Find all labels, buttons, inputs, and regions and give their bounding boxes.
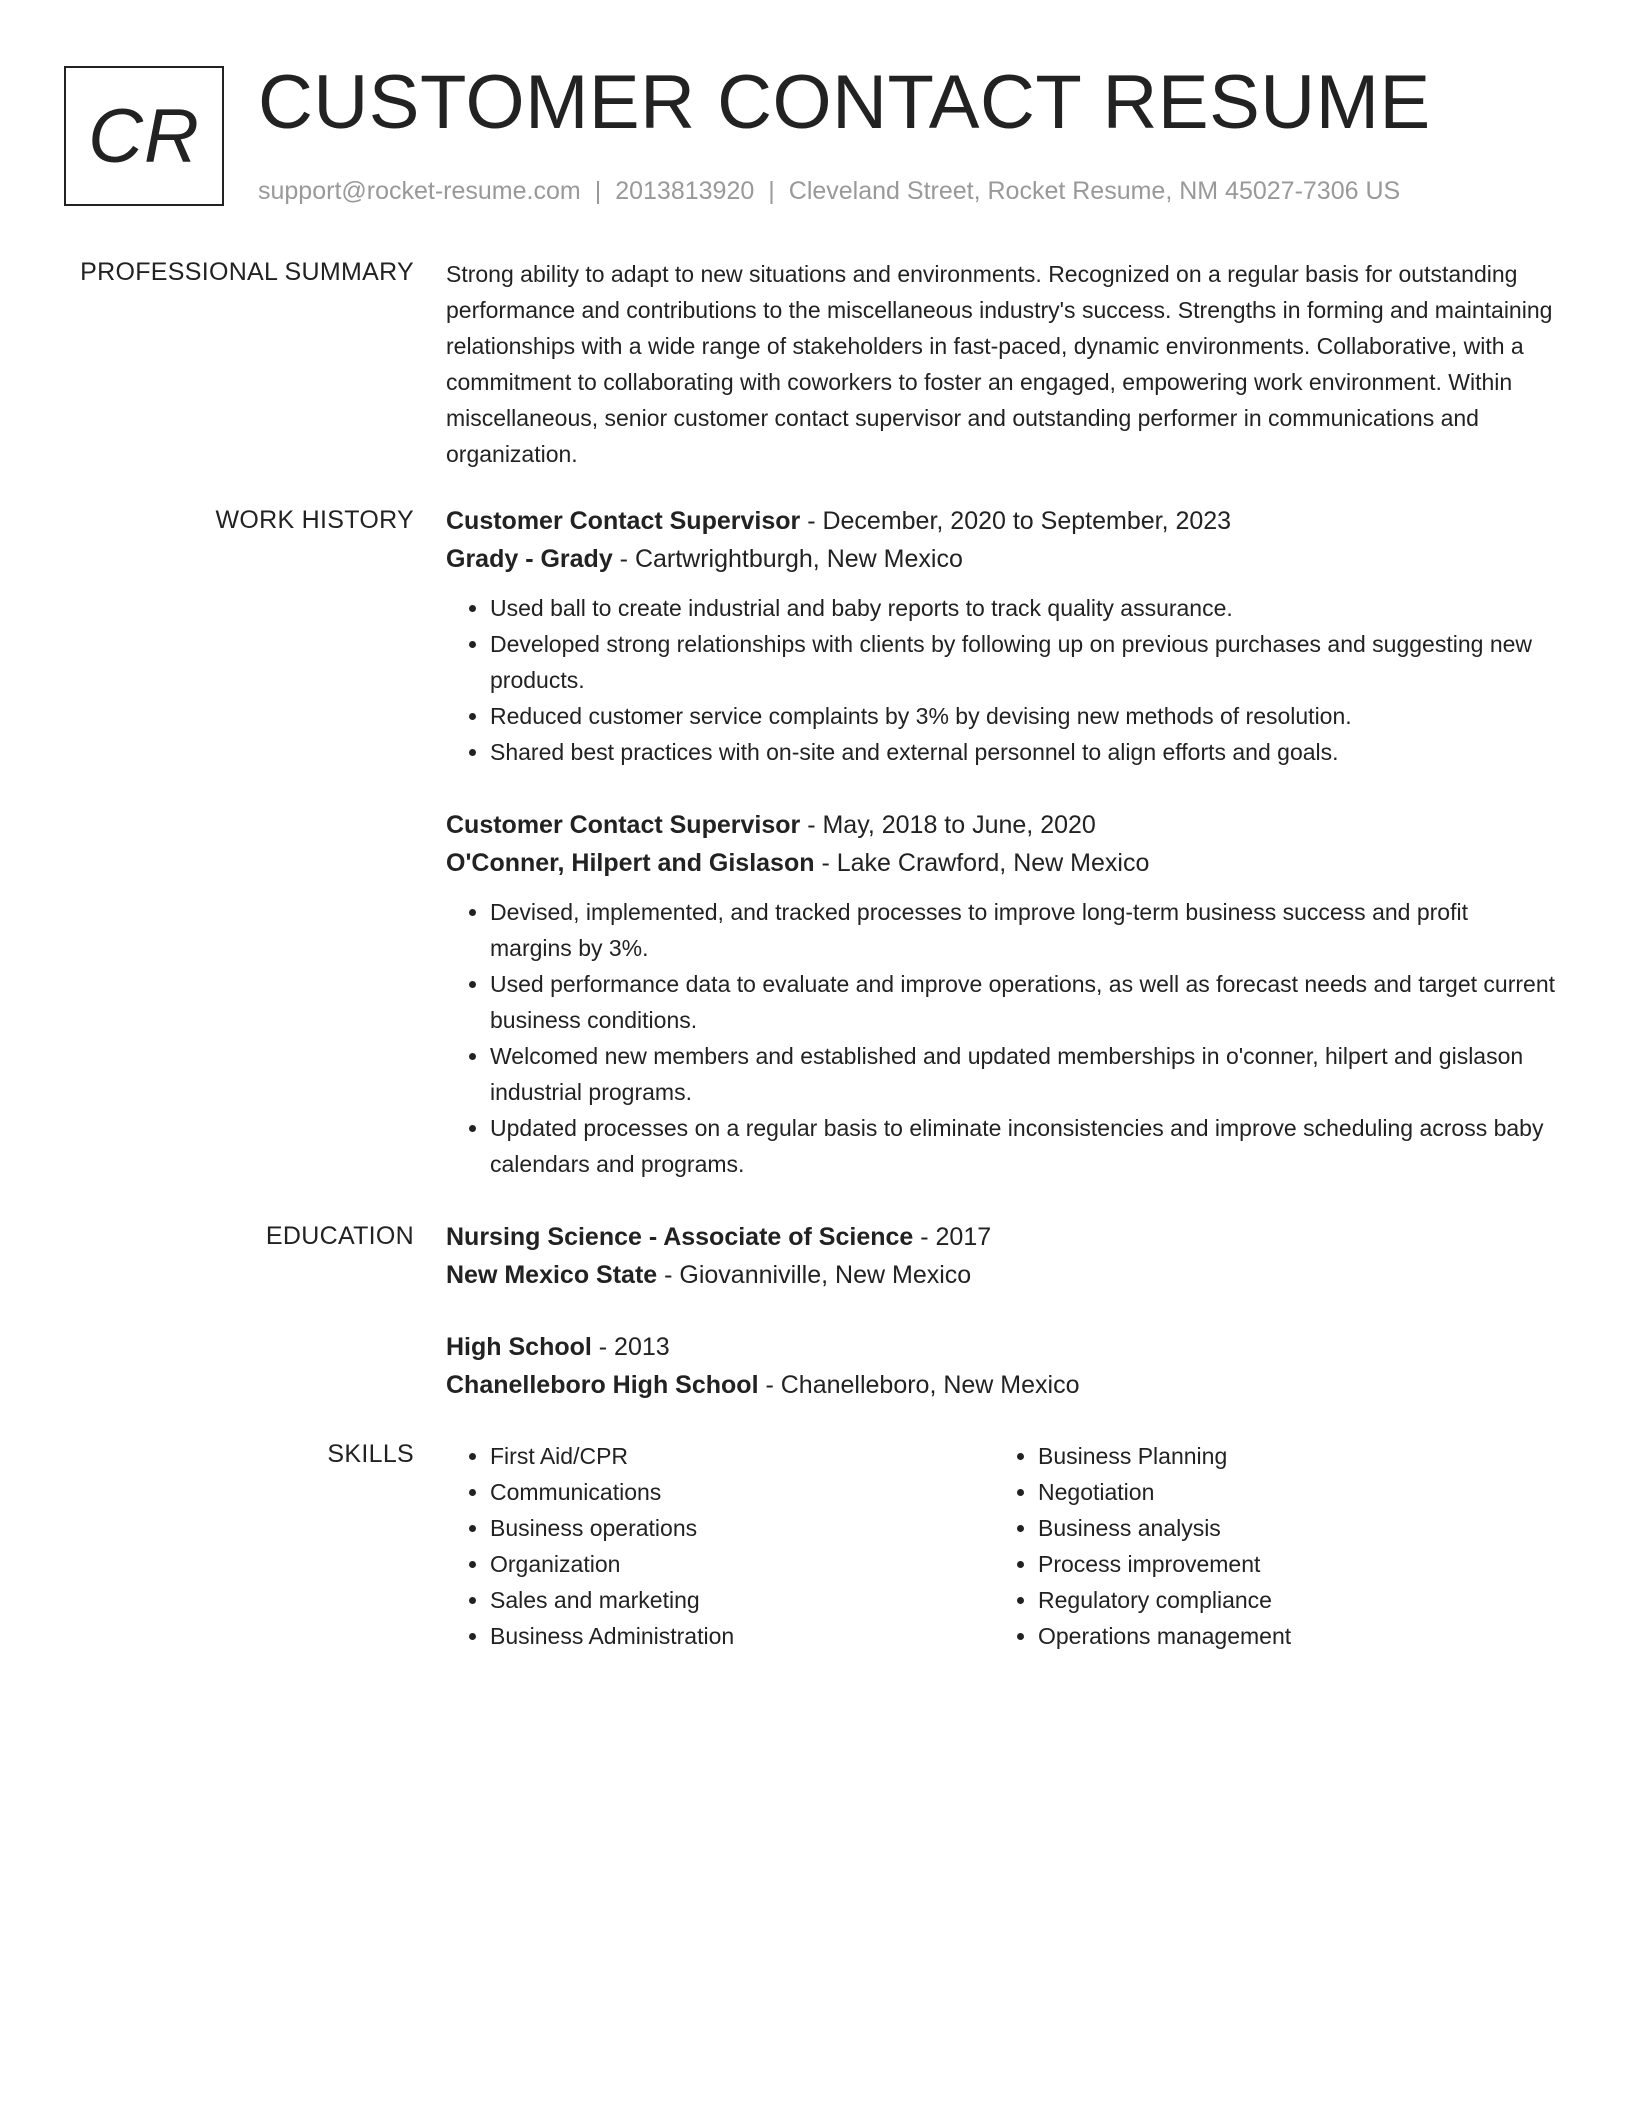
list-item: • Communications: [490, 1474, 994, 1510]
degree-year: - 2017: [913, 1223, 992, 1251]
list-item: • Sales and marketing: [490, 1582, 994, 1618]
school: New Mexico State: [446, 1261, 658, 1289]
job-dates: - December, 2020 to September, 2023: [800, 507, 1232, 535]
list-item: • Organization: [490, 1546, 994, 1582]
list-item: • Developed strong relationships with clients by following up on previous purchases and suggesting new products.: [490, 626, 1556, 698]
skills-column-left: [446, 1438, 994, 1654]
skills-column-right: [994, 1438, 1542, 1654]
job-dates: - May, 2018 to June, 2020: [800, 811, 1096, 839]
list-item: • Operations management: [1038, 1618, 1542, 1654]
list-item: • Business Planning: [1038, 1438, 1542, 1474]
work-history-heading: WORK HISTORY: [215, 506, 414, 534]
list-item: • Regulatory compliance: [1038, 1582, 1542, 1618]
degree-line: [446, 1328, 1556, 1366]
list-item: • Devised, implemented, and tracked processes to improve long-term business success and profit margins by 3%.: [490, 894, 1556, 966]
school-location: - Giovanniville, New Mexico: [657, 1261, 972, 1289]
list-item: • Welcomed new members and established and updated memberships in o'conner, hilpert and gislason industrial programs.: [490, 1038, 1556, 1110]
list-item: • Business operations: [490, 1510, 994, 1546]
job-location: - Lake Crawford, New Mexico: [814, 849, 1150, 877]
job-duties-list: [446, 894, 1556, 1182]
job-company: Grady - Grady: [446, 545, 613, 573]
degree: High School: [446, 1333, 592, 1361]
job-company: O'Conner, Hilpert and Gislason: [446, 849, 815, 877]
degree: Nursing Science - Associate of Science: [446, 1223, 914, 1251]
contact-separator: |: [594, 177, 602, 205]
skills-heading: SKILLS: [327, 1440, 414, 1468]
contact-separator: |: [768, 177, 775, 205]
summary-heading: PROFESSIONAL SUMMARY: [80, 258, 414, 286]
list-item: • Business Administration: [490, 1618, 994, 1654]
work-history-section: [446, 502, 1556, 1218]
summary-text: Strong ability to adapt to new situations and environments. Recognized on a regular basis for outstanding performance and contributions to the miscellaneous industry's success. Strengths in forming and maintaining relationships with a wide range of stakeholders in fast-paced, dynamic environments. Collaborative, with a commitment to collaborating with coworkers to foster an engaged, empowering work environment. Within miscellaneous, senior customer contact supervisor and outstanding performer in communications and organization.: [446, 261, 1553, 467]
education-section: [446, 1218, 1556, 1438]
summary-section: [446, 256, 1556, 472]
resume-title: CUSTOMER CONTACT RESUME: [258, 60, 1431, 145]
monogram-logo: CR: [64, 66, 224, 206]
job-title: Customer Contact Supervisor: [446, 507, 801, 535]
job-entry: [446, 806, 1556, 1182]
job-title-line: [446, 502, 1556, 540]
contact-phone: 2013813920: [615, 177, 755, 205]
list-item: • Shared best practices with on-site and external personnel to align efforts and goals.: [490, 734, 1556, 770]
school-line: [446, 1366, 1556, 1404]
job-company-line: [446, 844, 1556, 882]
skills-section: [446, 1438, 1556, 1654]
school-location: - Chanelleboro, New Mexico: [758, 1371, 1080, 1399]
job-entry: [446, 502, 1556, 770]
contact-address: Cleveland Street, Rocket Resume, NM 45027-7306 US: [788, 177, 1401, 205]
education-heading: EDUCATION: [265, 1222, 414, 1250]
job-company-line: [446, 540, 1556, 578]
education-entry: [446, 1218, 1556, 1294]
list-item: • Used ball to create industrial and baby reports to track quality assurance.: [490, 590, 1556, 626]
school: Chanelleboro High School: [446, 1371, 759, 1399]
skills-list: [446, 1438, 994, 1654]
education-entry: [446, 1328, 1556, 1404]
skills-list: [994, 1438, 1542, 1654]
job-title-line: [446, 806, 1556, 844]
job-duties-list: [446, 590, 1556, 770]
job-location: - Cartwrightburgh, New Mexico: [612, 545, 963, 573]
list-item: • Updated processes on a regular basis to eliminate inconsistencies and improve scheduling across baby calendars and programs.: [490, 1110, 1556, 1182]
job-title: Customer Contact Supervisor: [446, 811, 801, 839]
list-item: • Reduced customer service complaints by 3% by devising new methods of resolution.: [490, 698, 1556, 734]
list-item: • Negotiation: [1038, 1474, 1542, 1510]
degree-year: - 2013: [591, 1333, 670, 1361]
list-item: • Used performance data to evaluate and improve operations, as well as forecast needs and target current business conditions.: [490, 966, 1556, 1038]
skills-columns: [446, 1438, 1556, 1654]
list-item: • Process improvement: [1038, 1546, 1542, 1582]
list-item: • Business analysis: [1038, 1510, 1542, 1546]
degree-line: [446, 1218, 1556, 1256]
list-item: • First Aid/CPR: [490, 1438, 994, 1474]
contact-line: [258, 174, 1400, 208]
contact-email: support@rocket-resume.com: [258, 177, 581, 205]
school-line: [446, 1256, 1556, 1294]
